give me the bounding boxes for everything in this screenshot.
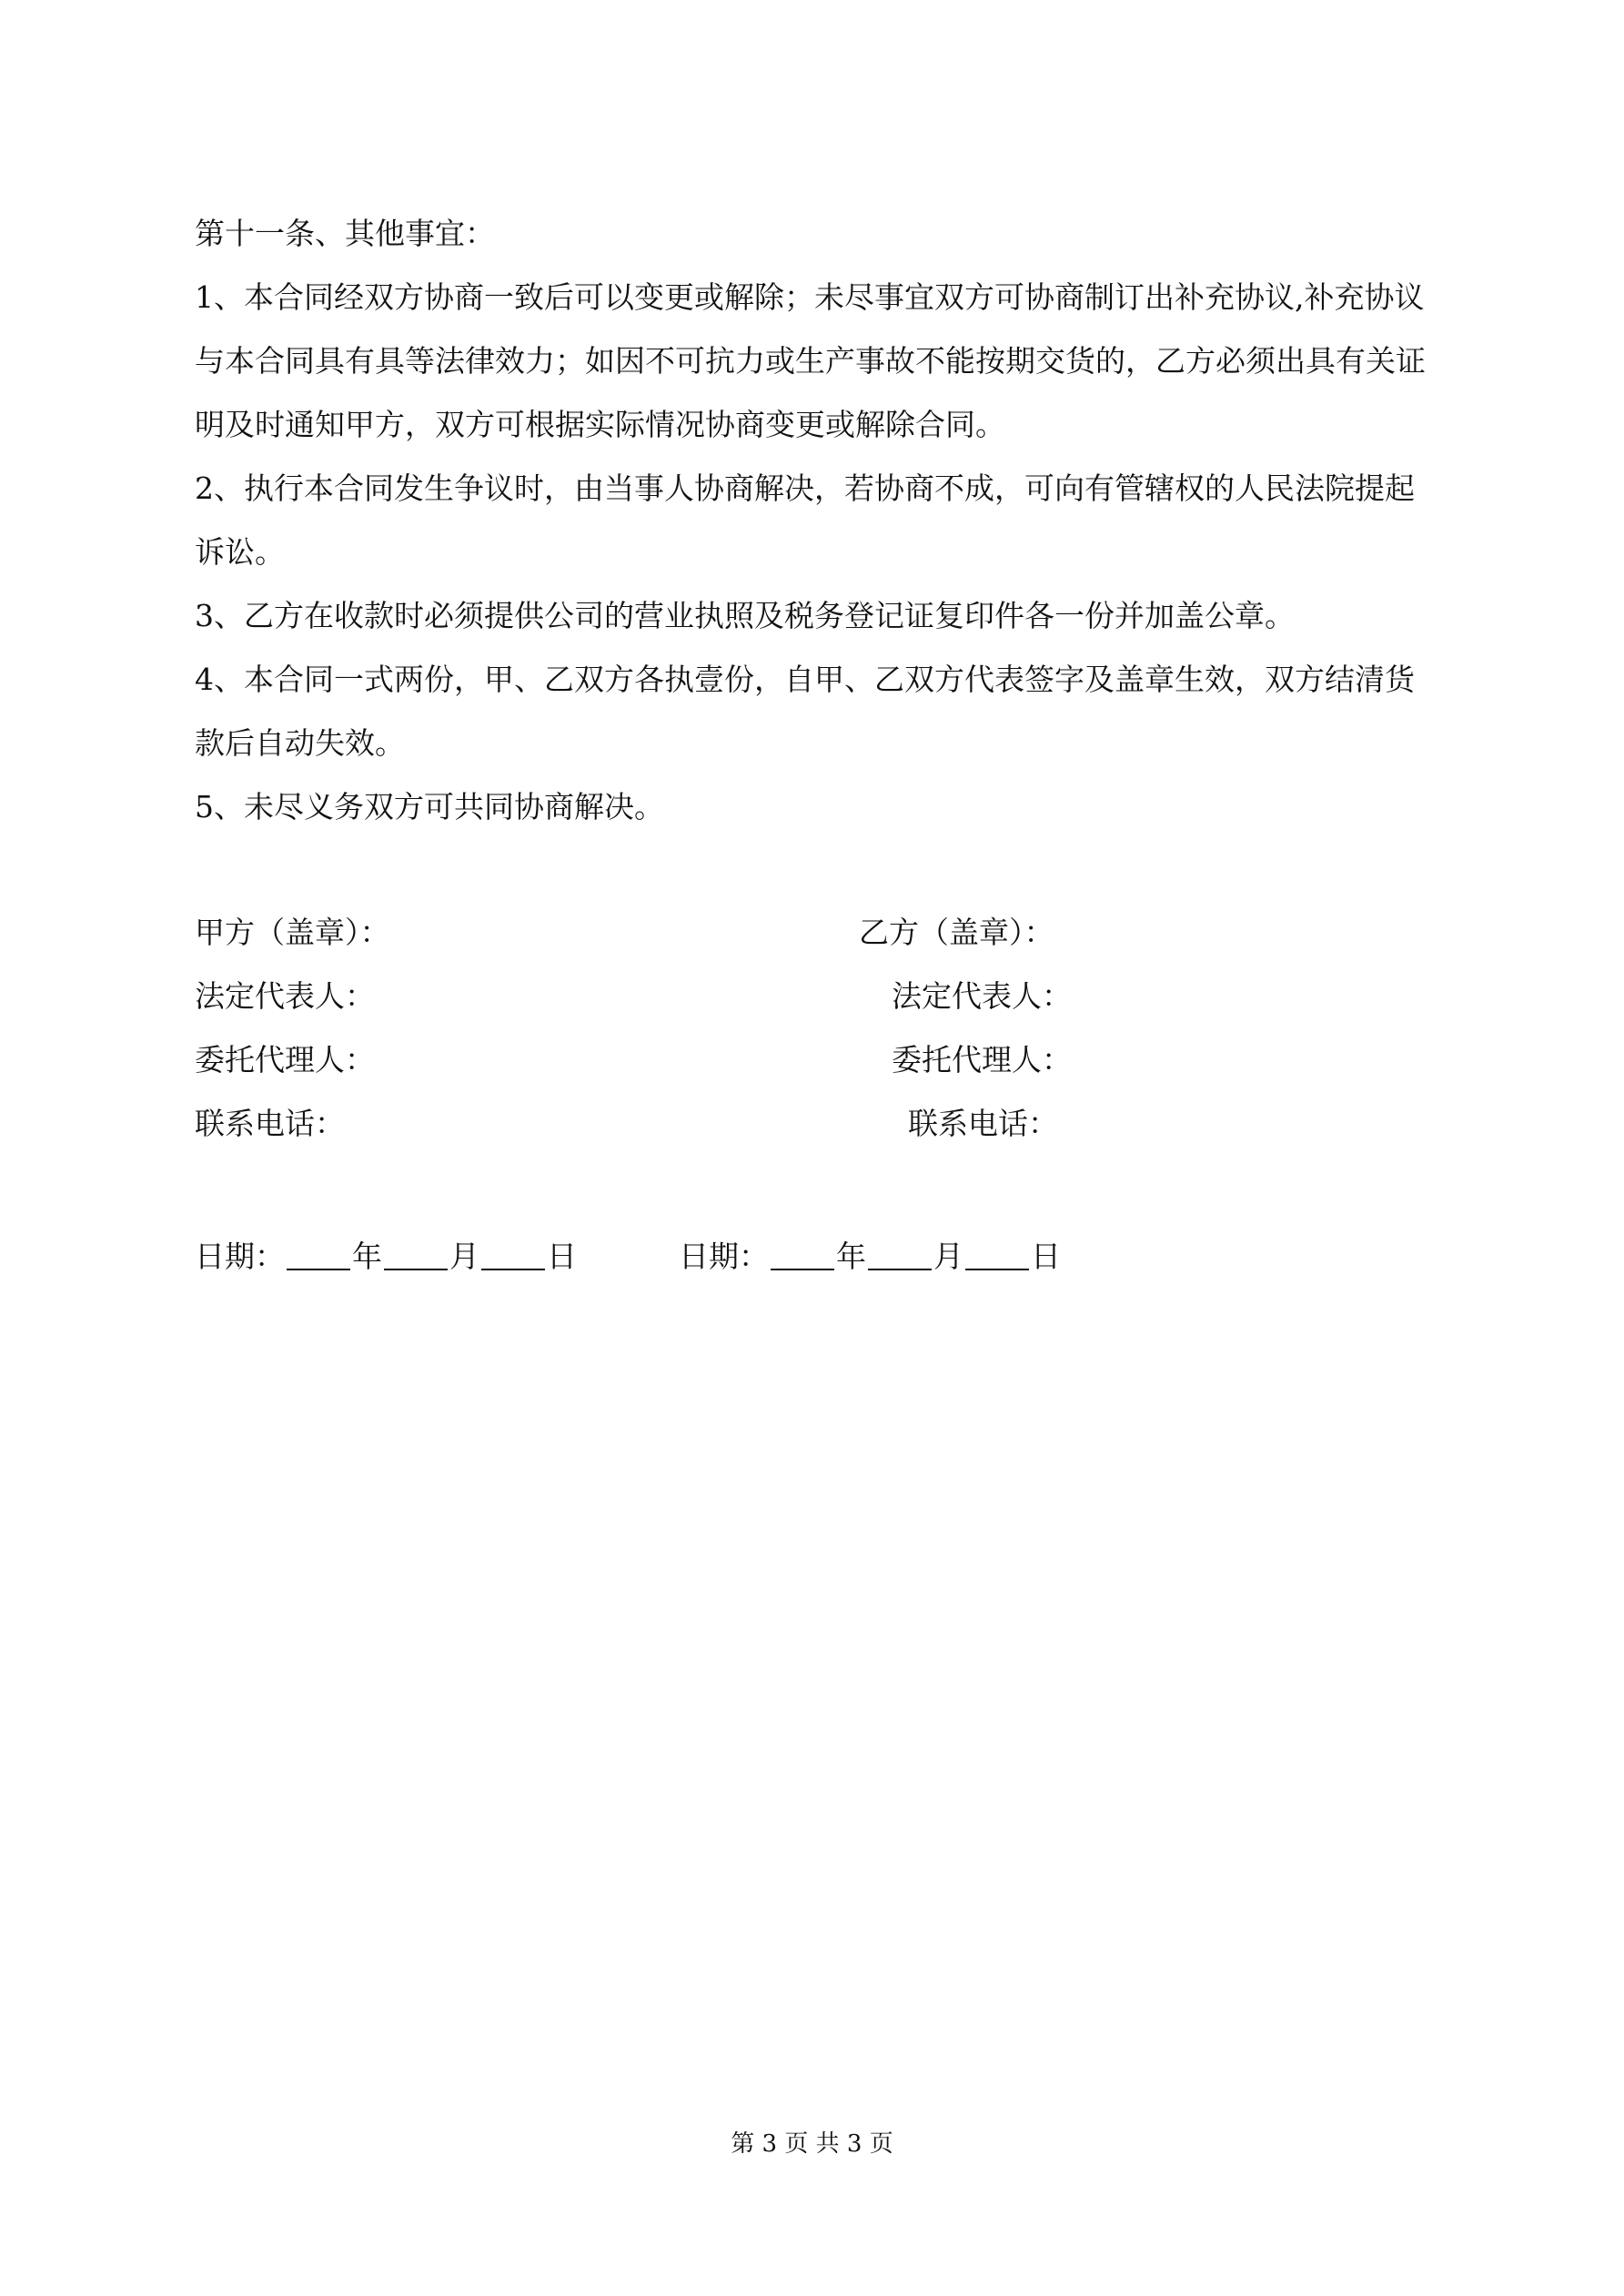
signature-block	[195, 901, 1441, 1156]
year-label: 年	[836, 1239, 866, 1274]
clause-1: 1、本合同经双方协商一致后可以变更或解除；未尽事宜双方可协商制订出补充协议,补充协议与本合同具有具等法律效力；如因不可抗力或生产事故不能按期交货的，乙方必须出具有关证明及时通知甲方，双方可根据实际情况协商变更或解除合同。	[195, 279, 1426, 442]
clause-3: 3、乙方在收款时必须提供公司的营业执照及税务登记证复印件各一份并加盖公章。	[195, 598, 1295, 633]
party-b-seal-label: 乙方（盖章）：	[859, 915, 1054, 950]
article-section	[195, 202, 1441, 839]
month-blank	[868, 1225, 932, 1270]
party-b-phone-label: 联系电话：	[908, 1106, 1058, 1141]
party-b-date	[679, 1225, 1061, 1289]
party-a-agent-label: 委托代理人：	[195, 1042, 375, 1077]
clause-5: 5、未尽义务双方可共同协商解决。	[195, 789, 664, 824]
day-blank	[965, 1225, 1029, 1270]
year-blank	[771, 1225, 834, 1270]
signature-row-agent	[195, 1028, 1441, 1092]
date-label: 日期：	[679, 1239, 769, 1274]
party-b-legal-rep-label: 法定代表人：	[892, 978, 1072, 1014]
signature-row-seal	[195, 901, 1441, 965]
month-blank	[384, 1225, 448, 1270]
party-b-agent-label: 委托代理人：	[892, 1042, 1072, 1077]
day-label: 日	[1031, 1239, 1061, 1274]
year-label: 年	[352, 1239, 382, 1274]
party-a-phone-label: 联系电话：	[195, 1106, 345, 1141]
date-label: 日期：	[195, 1239, 285, 1274]
party-a-date	[195, 1225, 577, 1289]
date-row	[195, 1225, 1061, 1289]
year-blank	[287, 1225, 350, 1270]
party-a-seal-label: 甲方（盖章）：	[195, 915, 390, 950]
signature-row-legal-rep	[195, 965, 1441, 1028]
clause-4: 4、本合同一式两份，甲、乙双方各执壹份，自甲、乙双方代表签字及盖章生效，双方结清货款后自动失效。	[195, 662, 1415, 761]
page-number-footer: 第 3 页 共 3 页	[731, 2130, 893, 2158]
signature-row-phone	[195, 1092, 1441, 1156]
day-label: 日	[547, 1239, 577, 1274]
party-a-legal-rep-label: 法定代表人：	[195, 978, 375, 1014]
month-label: 月	[933, 1239, 963, 1274]
article-heading: 第十一条、其他事宜：	[195, 216, 495, 251]
month-label: 月	[449, 1239, 479, 1274]
clause-2: 2、执行本合同发生争议时，由当事人协商解决，若协商不成，可向有管辖权的人民法院提起诉讼。	[195, 470, 1415, 570]
day-blank	[481, 1225, 545, 1270]
